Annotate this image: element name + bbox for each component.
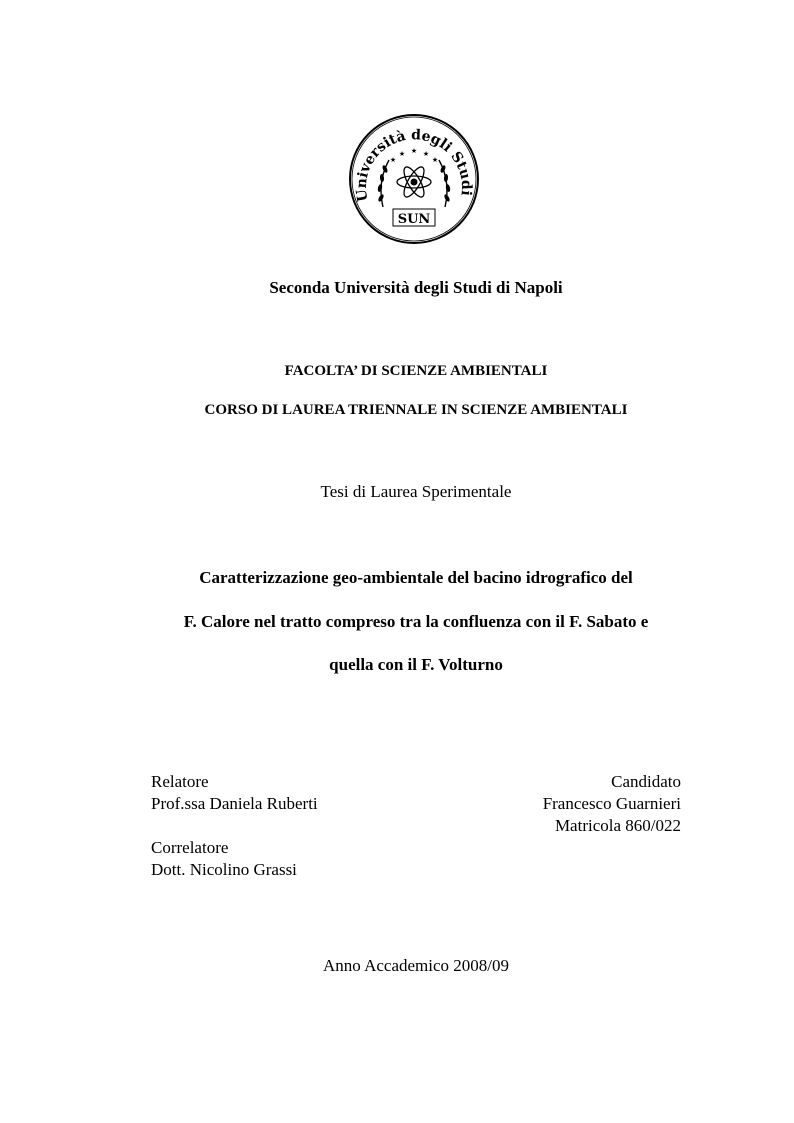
candidate-block [543,771,681,837]
correlatore-name: Dott. Nicolino Grassi [151,860,297,879]
svg-text:★: ★ [410,147,418,155]
thesis-title-line-1: Caratterizzazione geo-ambientale del bacino idrografico del [199,568,633,587]
academic-year: Anno Accademico 2008/09 [322,956,509,975]
seal-ring-text: Università degli Studi [353,127,475,203]
course-name: CORSO DI LAUREA TRIENNALE IN SCIENZE AMBIENTALI [204,402,628,418]
thesis-title-line-3: quella con il F. Volturno [329,655,503,674]
relatore-label: Relatore [151,772,209,791]
svg-text:★: ★ [389,156,397,164]
thesis-type: Tesi di Laurea Sperimentale [320,482,512,501]
candidato-matricola: Matricola 860/022 [554,816,681,835]
candidato-label: Candidato [611,772,681,791]
svg-text:★: ★ [398,150,406,158]
supervisors-block [151,771,318,881]
correlatore-label: Correlatore [151,838,229,857]
svg-text:★: ★ [431,156,439,164]
seal-monogram: SUN [397,212,431,227]
university-name: Seconda Università degli Studi di Napoli [269,278,563,297]
university-seal [347,112,481,246]
svg-text:★: ★ [422,150,430,158]
candidato-name: Francesco Guarnieri [542,794,681,813]
faculty-name: FACOLTA’ DI SCIENZE AMBIENTALI [284,363,548,379]
relatore-name: Prof.ssa Daniela Ruberti [151,794,318,813]
seal-emblem-icon [347,112,481,246]
thesis-title-line-2: F. Calore nel tratto compreso tra la confluenza con il F. Sabato e [183,612,649,631]
